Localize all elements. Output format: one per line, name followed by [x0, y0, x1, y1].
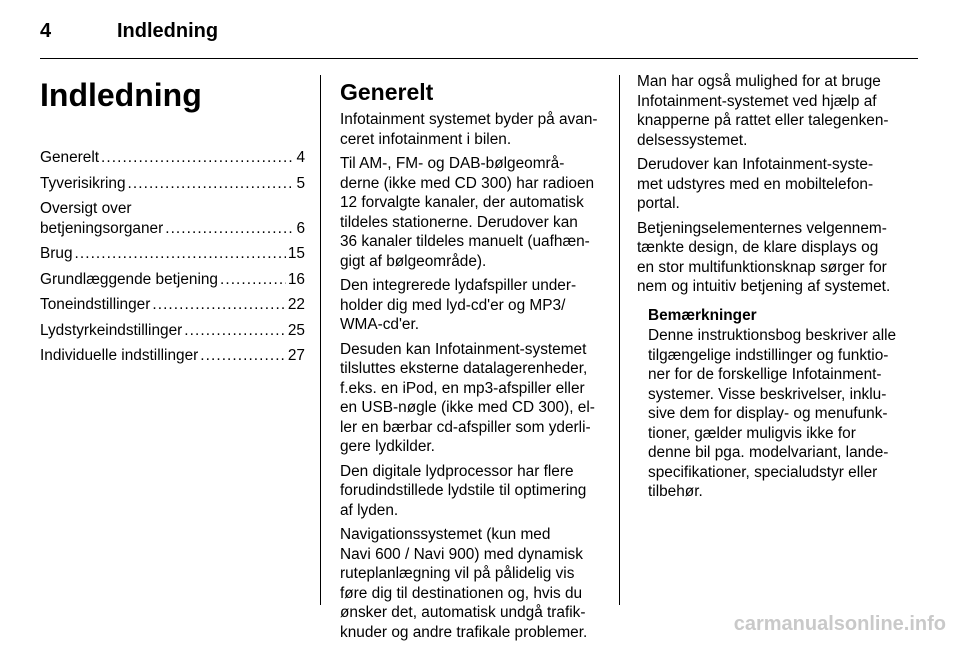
toc-leader [75, 244, 286, 264]
toc-leader [128, 174, 295, 194]
toc-item[interactable] [40, 174, 305, 194]
body-paragraph: Den integrerede lydafspiller under- holder dig med lyd-cd'er og MP3/ WMA-cd'er. [340, 277, 577, 333]
body-paragraph: Derudover kan Infotainment-syste- met udstyres med en mobiltelefon- portal. [637, 156, 874, 212]
running-header-title: Indledning [117, 20, 219, 42]
toc-leader [165, 219, 294, 239]
toc-item[interactable] [40, 346, 305, 366]
note-box [648, 306, 901, 502]
section-title: Generelt [340, 79, 434, 105]
watermark: carmanualsonline.info [733, 613, 946, 635]
body-paragraph: Betjeningselementernes velgennem- tænkte design, de klare displays og en stor multifunktionsknap sørger for nem og intuitiv betjening af systemet. [637, 219, 891, 295]
note-title: Bemærkninger [648, 306, 757, 324]
toc-item[interactable] [40, 321, 305, 341]
toc-page: 22 [287, 296, 305, 313]
toc-page: 15 [287, 245, 305, 262]
toc-page: 25 [287, 321, 305, 339]
toc-item[interactable] [40, 295, 305, 315]
page-number: 4 [40, 20, 52, 42]
toc-label: Brug [40, 245, 73, 262]
body-paragraph: Desuden kan Infotainment-systemet tilsluttes eksterne datalagerenheder, f.eks. en iPod, en mp3-afspiller eller en USB-nøgle (ikke med CD 300), el- ler en bærbar cd-afspiller som yderli- gere lydkilder. [340, 340, 595, 455]
toc-page: 5 [296, 174, 305, 192]
toc-page: 27 [287, 347, 305, 364]
body-paragraph: Infotainment systemet byder på avan- ceret infotainment i bilen. [340, 111, 598, 148]
column-divider [619, 75, 620, 605]
column-body-left [340, 72, 602, 647]
toc-leader [101, 148, 294, 168]
toc-label: Tyverisikring [40, 174, 126, 192]
toc-leader [184, 321, 286, 341]
column-divider [320, 75, 321, 605]
body-paragraph: Man har også mulighed for at bruge Infotainment-systemet ved hjælp af knapperne på rattet eller talegenken- delsessystemet. [637, 73, 889, 149]
toc-label: Individuelle indstillinger [40, 347, 199, 364]
body-paragraph: Til AM-, FM- og DAB-bølgeområ- derne (ikke med CD 300) har radioen 12 forvalgte kanaler, der automatisk tildeles stationerne. Derudover kan 36 kanaler tildeles manuelt (uafhæn- gigt af bølgeområde). [340, 155, 595, 270]
toc-leader [220, 270, 286, 290]
toc-label: Generelt [40, 149, 100, 166]
toc-item[interactable] [40, 244, 305, 264]
body-paragraph: Navigationssystemet (kun med Navi 600 / Navi 900) med dynamisk ruteplanlægning vil på pålidelig vis føre dig til destinationen og, hvis du ønsker det, automatisk undgå trafik- knuder og andre trafikale problemer. [340, 526, 588, 641]
toc-page: 4 [296, 149, 305, 166]
chapter-title: Indledning [40, 77, 202, 113]
toc-item[interactable] [40, 199, 305, 238]
toc-page: 16 [287, 270, 305, 288]
header-rule [40, 58, 918, 59]
toc-label: betjeningsorganer [40, 219, 164, 237]
body-paragraph: Den digitale lydprocessor har flere forudindstillede lydstile til optimering af lyden. [340, 462, 587, 519]
toc-page: 6 [296, 219, 305, 237]
toc-leader [200, 346, 286, 366]
toc-label: Lydstyrkeindstillinger [40, 321, 183, 339]
toc-leader [152, 295, 286, 315]
note-text: Denne instruktionsbog beskriver alle tilgængelige indstillinger og funktio- ner for de forskellige Infotainment- systemer. Visse beskrivelser, inklu- sive dem for display- og menufunk- tioner, gælder muligvis ikke for denne bil pga. modelvariant, lande- specifikationer, specialudstyr eller tilbehør. [648, 327, 897, 500]
toc-item[interactable] [40, 270, 305, 290]
toc-label-line: Oversigt over [40, 200, 132, 217]
column-toc [40, 72, 305, 372]
toc-item[interactable] [40, 148, 305, 168]
toc-label: Grundlæggende betjening [40, 270, 218, 288]
toc-label: Toneindstillinger [40, 296, 151, 313]
table-of-contents [40, 148, 305, 366]
column-body-right [637, 72, 901, 507]
